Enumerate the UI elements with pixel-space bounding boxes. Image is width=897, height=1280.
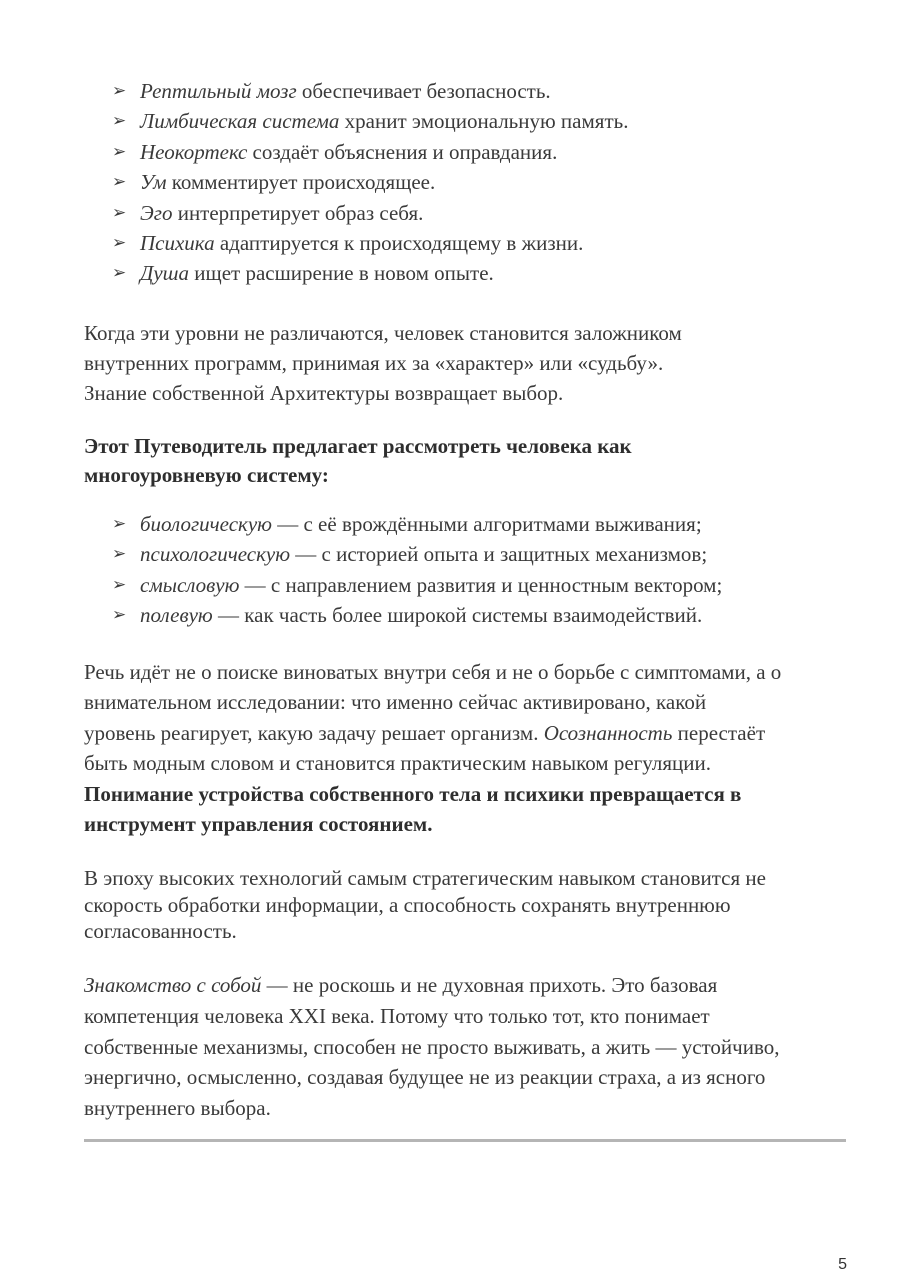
arrow-bullet-icon: ➢ xyxy=(112,172,127,193)
list-item: ➢ Психика адаптируется к происходящему в жизни. xyxy=(112,228,628,258)
arrow-bullet-icon: ➢ xyxy=(112,202,127,223)
paragraph-awareness: Речь идёт не о поиске виноватых внутри себя и не о борьбе с симптомами, а о внимательном исследовании: что именно сейчас активировано, какой уровень реагирует, какую задачу решает организм. Осознанность перестаёт быть модным словом и становится практическим навыком регуляции. Понимание устройства собственного тела и психики превращается в инструмент управления состоянием. xyxy=(84,660,782,837)
arrow-bullet-icon: ➢ xyxy=(112,141,127,162)
system-levels-list xyxy=(112,509,722,630)
page-number: 5 xyxy=(838,1256,847,1273)
list-item: ➢ Эго интерпретирует образ себя. xyxy=(112,198,628,228)
arrow-bullet-icon: ➢ xyxy=(112,574,127,595)
list-item: ➢ полевую — как часть более широкой системы взаимодействий. xyxy=(112,600,722,630)
arrow-bullet-icon: ➢ xyxy=(112,544,127,565)
arrow-bullet-icon: ➢ xyxy=(112,233,127,254)
architecture-levels-list xyxy=(112,76,628,289)
list-item: ➢ Неокортекс создаёт объяснения и оправдания. xyxy=(112,137,628,167)
paragraph-levels-hostage: Когда эти уровни не различаются, человек становится заложником внутренних программ, принимая их за «характер» или «судьбу». Знание собственной Архитектуры возвращает выбор. xyxy=(84,321,682,406)
list-item: ➢ Рептильный мозг обеспечивает безопасность. xyxy=(112,76,628,106)
list-item: ➢ Ум комментирует происходящее. xyxy=(112,167,628,197)
arrow-bullet-icon: ➢ xyxy=(112,604,127,625)
arrow-bullet-icon: ➢ xyxy=(112,111,127,132)
list-item: ➢ Лимбическая система хранит эмоциональную память. xyxy=(112,106,628,136)
list-item: ➢ смысловую — с направлением развития и ценностным вектором; xyxy=(112,570,722,600)
list-item: ➢ Душа ищет расширение в новом опыте. xyxy=(112,258,628,288)
arrow-bullet-icon: ➢ xyxy=(112,514,127,534)
guide-intro-heading: Этот Путеводитель предлагает рассмотреть человека как многоуровневую систему: xyxy=(84,434,632,487)
arrow-bullet-icon: ➢ xyxy=(112,263,127,284)
list-item: ➢ психологическую — с историей опыта и защитных механизмов; xyxy=(112,539,722,569)
paragraph-high-tech-era: В эпоху высоких технологий самым стратегическим навыком становится не скорость обработки информации, а способность сохранять внутреннюю согласованность. xyxy=(84,866,766,943)
paragraph-self-knowledge: Знакомство с собой — не роскошь и не духовная прихоть. Это базовая компетенция человека XXI века. Потому что только тот, кто понимает собственные механизмы, способен не просто выживать, а жить — устойчиво, энергично, осмысленно, создавая будущее не из реакции страха, а из ясного внутреннего выбора. xyxy=(84,973,780,1121)
list-item: ➢ биологическую — с её врождёнными алгоритмами выживания; xyxy=(112,509,722,539)
section-divider xyxy=(84,1139,846,1142)
arrow-bullet-icon: ➢ xyxy=(112,81,127,101)
